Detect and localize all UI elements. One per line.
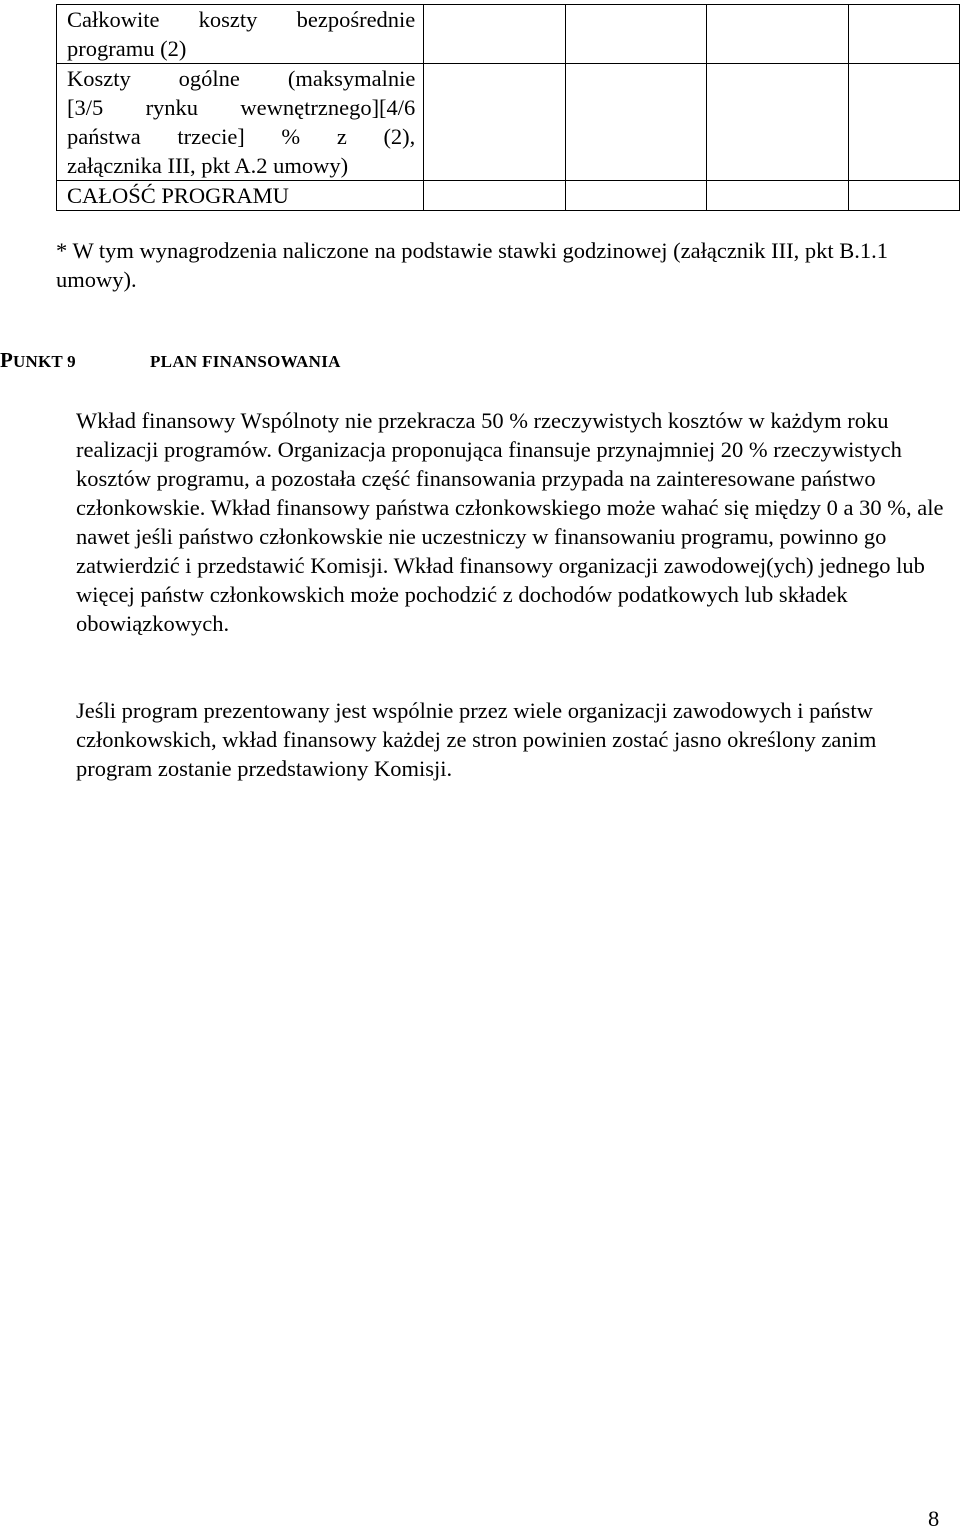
section-title: PLAN FINANSOWANIA: [150, 352, 341, 371]
table-cell: [424, 64, 566, 181]
row-label-line: programu (2): [67, 36, 187, 61]
table-cell: [707, 181, 849, 211]
table-cell: [565, 64, 707, 181]
section-number-initial: P: [0, 348, 14, 372]
row-label-cell: [57, 181, 424, 211]
table-row: [57, 181, 960, 211]
row-label-line: [3/5 rynku wewnętrznego][4/6: [67, 95, 416, 120]
row-label-cell: [57, 64, 424, 181]
table-cell: [424, 5, 566, 64]
table-cell: [424, 181, 566, 211]
table-cell: [707, 64, 849, 181]
row-label-line: Koszty ogólne (maksymalnie: [67, 66, 416, 91]
footnote: * W tym wynagrodzenia naliczone na podstawie stawki godzinowej (załącznik III, pkt B.1.1 umowy).: [56, 238, 889, 292]
table-cell: [848, 5, 959, 64]
table-row: [57, 5, 960, 64]
table-cell: [565, 5, 707, 64]
table-row: [57, 64, 960, 181]
paragraph: Jeśli program prezentowany jest wspólnie przez wiele organizacji zawodowych i państw członkowskich, wkład finansowy każdej ze stron powinien zostać jasno określony zanim program zostanie przedstawiony Komisji.: [76, 698, 877, 781]
table-cell: [707, 5, 849, 64]
budget-table: [56, 4, 960, 211]
row-label-line: CAŁOŚĆ PROGRAMU: [67, 183, 289, 208]
page-number: 8: [928, 1506, 940, 1531]
paragraph: Wkład finansowy Wspólnoty nie przekracza 50 % rzeczywistych kosztów w każdym roku realizacji programów. Organizacja proponująca finansuje przynajmniej 20 % rzeczywistych kosztów programu, a pozostała część finansowania przypada na zainteresowane państwo członkowskie. Wkład finansowy państwa członkowskiego może wahać się między 0 a 30 %, ale nawet jeśli państwo członkowskie nie uczestniczy w finansowaniu programu, powinno go zatwierdzić i przedstawić Komisji. Wkład finansowy organizacji zawodowej(ych) jednego lub więcej państw członkowskich może pochodzić z dochodów podatkowych lub składek obowiązkowych.: [76, 408, 944, 636]
row-label-line: załącznika III, pkt A.2 umowy): [67, 153, 349, 178]
row-label-cell: [57, 5, 424, 64]
section-number: [0, 348, 76, 373]
section-number-rest: UNKT 9: [13, 352, 76, 371]
row-label-line: Całkowite koszty bezpośrednie: [67, 7, 416, 32]
table-cell: [565, 181, 707, 211]
table-cell: [848, 64, 959, 181]
row-label-line: państwa trzecie] % z (2),: [67, 124, 416, 149]
table-cell: [848, 181, 959, 211]
